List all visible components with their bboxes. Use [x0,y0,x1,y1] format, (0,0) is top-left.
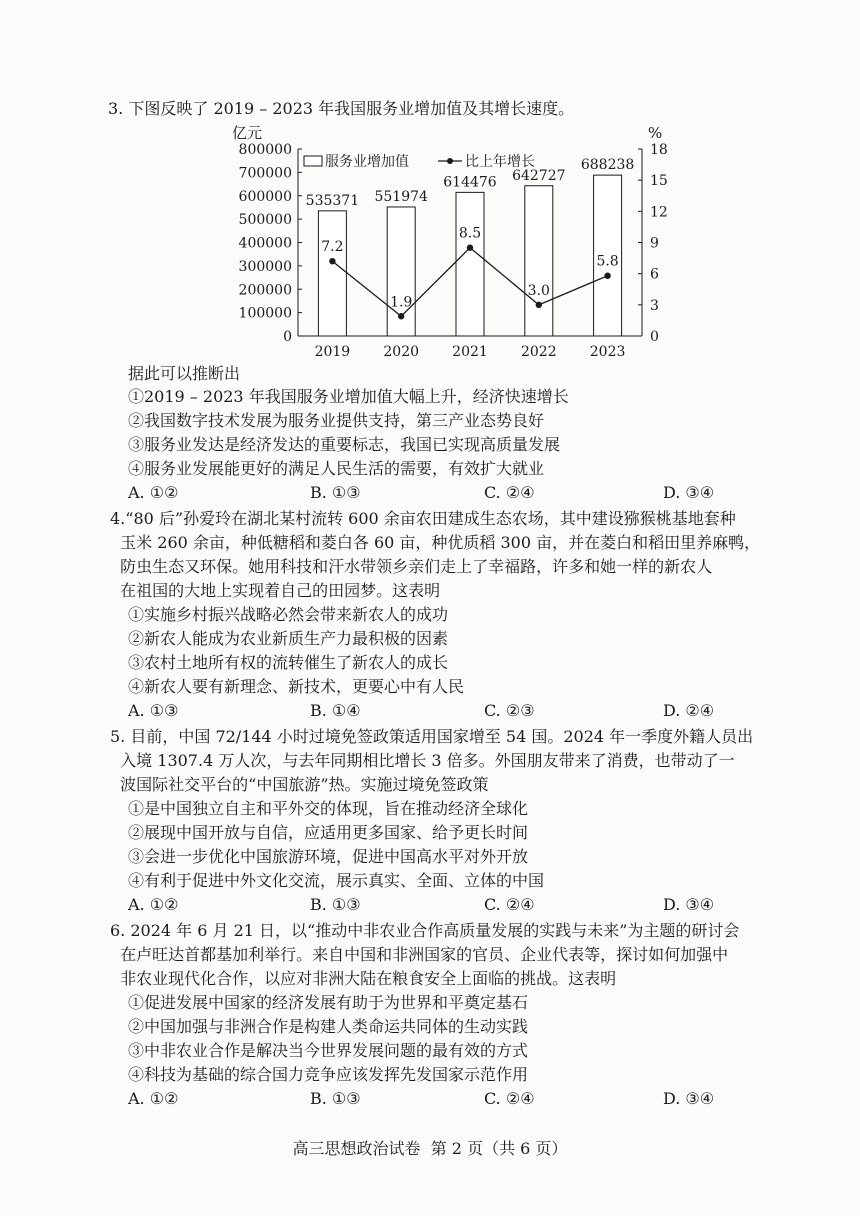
q5-statement: ①是中国独立自主和平外交的体现，旨在推动经济全球化 [128,799,529,818]
right-tick-label: 15 [650,173,668,190]
option-a[interactable]: A. ①② [128,1089,179,1108]
q4-statement: ②新农人能成为农业新质生产力最积极的因素 [128,629,449,648]
left-tick-label: 500000 [238,212,292,229]
right-tick-label: 18 [650,142,668,158]
q4-options [128,700,748,722]
legend-bar-label: 服务业增加值 [325,154,409,170]
growth-point [329,258,335,264]
right-tick-label: 12 [650,204,668,221]
option-b[interactable]: B. ①③ [310,483,361,502]
q3-statement: ①2019 – 2023 年我国服务业增加值大幅上升，经济快速增长 [128,387,569,406]
option-a[interactable]: A. ①② [128,895,179,914]
q6-stem: 在卢旺达首都基加利举行。来自中国和非洲国家的官员、企业代表等，探讨如何加强中 [110,945,729,964]
option-d[interactable]: D. ②④ [663,701,715,720]
left-tick-label: 600000 [238,188,292,205]
q3-stem: 3. 下图反映了 2019 – 2023 年我国服务业增加值及其增长速度。 [108,99,575,118]
q5-statement: ④有利于促进中外文化交流，展示真实、全面、立体的中国 [128,871,545,890]
bar-value-label: 551974 [374,188,428,205]
q5-statement: ③会进一步优化中国旅游环境，促进中国高水平对外开放 [128,847,529,866]
q3-options [128,482,748,504]
left-axis-unit: 亿元 [232,124,263,142]
legend-bar-swatch [304,156,322,166]
chart-svg [230,118,670,366]
right-tick-label: 9 [650,235,659,252]
legend-line-marker [447,158,453,164]
option-d[interactable]: D. ③④ [663,1089,715,1108]
page-footer: 高三思想政治试卷 第 2 页（共 6 页） [292,1139,568,1158]
x-tick-label: 2022 [520,344,557,360]
left-tick-label: 300000 [238,258,292,275]
q6-statement: ④科技为基础的综合国力竞争应该发挥先发国家示范作用 [128,1065,529,1084]
q4-statement: ④新农人要有新理念、新技术，更要心中有人民 [128,677,465,696]
q5-statement: ②展现中国开放与自信，应适用更多国家、给予更长时间 [128,823,529,842]
growth-point [536,302,542,308]
q6-stem: 非农业现代化合作，以应对非洲大陆在粮食安全上面临的挑战。这表明 [110,969,617,988]
q5-stem: 波国际社交平台的“中国旅游”热。实施过境免签政策 [110,775,489,794]
growth-value-label: 1.9 [390,294,413,311]
bar [525,186,553,336]
x-tick-label: 2023 [589,344,626,360]
bar-value-label: 688238 [580,157,635,174]
left-tick-label: 800000 [238,142,292,158]
left-tick-label: 100000 [238,305,292,322]
bar-value-label: 535371 [305,192,360,209]
x-tick-label: 2019 [314,344,351,360]
q4-statement: ③农村土地所有权的流转催生了新农人的成长 [128,653,449,672]
q5-options [128,894,748,916]
bar [456,192,484,336]
option-c[interactable]: C. ②④ [484,1089,535,1108]
left-tick-label: 700000 [238,165,292,182]
option-b[interactable]: B. ①③ [310,895,361,914]
q4-stem: 防虫生态又环保。她用科技和汗水带领乡亲们走上了幸福路，许多和她一样的新农人 [110,557,713,576]
x-tick-label: 2020 [383,344,420,360]
right-tick-label: 0 [650,329,659,345]
q6-options [128,1088,748,1110]
growth-value-label: 8.5 [458,225,482,242]
service-industry-chart [230,118,670,366]
q6-statement: ②中国加强与非洲合作是构建人类命运共同体的生动实践 [128,1017,529,1036]
right-axis-unit: % [648,124,663,142]
option-d[interactable]: D. ③④ [663,483,715,502]
left-tick-label: 200000 [238,282,292,299]
q4-stem: 在祖国的大地上实现着自己的田园梦。这表明 [110,581,441,600]
q4-stem: 玉米 260 余亩，种低糖稻和菱白各 60 亩，种优质稻 300 亩，并在菱白和稻田里养麻鸭， [110,533,761,552]
q4-statement: ①实施乡村振兴战略必然会带来新农人的成功 [128,605,449,624]
growth-value-label: 5.8 [596,253,619,270]
growth-point [398,313,404,319]
option-c[interactable]: C. ②④ [484,895,535,914]
bar-value-label: 642727 [512,167,566,184]
q6-statement: ③中非农业合作是解决当今世界发展问题的最有效的方式 [128,1041,529,1060]
option-c[interactable]: C. ②④ [484,483,535,502]
option-a[interactable]: A. ①② [128,483,179,502]
q3-statement: ②我国数字技术发展为服务业提供支持，第三产业态势良好 [128,411,545,430]
right-tick-label: 3 [650,297,659,314]
q5-stem: 入境 1307.4 万人次，与去年同期相比增长 3 倍多。外国朋友带来了消费，也带动了一 [110,751,735,770]
option-a[interactable]: A. ①③ [128,701,179,720]
growth-value-label: 3.0 [527,282,550,299]
option-c[interactable]: C. ②③ [484,701,535,720]
q6-statement: ①促进发展中国家的经济发展有助于为世界和平奠定基石 [128,993,529,1012]
option-b[interactable]: B. ①④ [310,701,361,720]
growth-point [604,273,610,279]
bar-value-label: 614476 [443,174,497,191]
legend-line-label: 比上年增长 [465,154,535,170]
growth-value-label: 7.2 [321,239,344,256]
q4-stem: 4.“80 后”孙爱玲在湖北某村流转 600 余亩农田建成生态农场，其中建设猕猴桃基地套种 [110,509,736,528]
q3-lead: 据此可以推断出 [128,364,241,383]
bar [318,211,346,336]
q3-statement: ③服务业发达是经济发达的重要标志，我国已实现高质量发展 [128,435,561,454]
x-tick-label: 2021 [452,344,488,360]
right-tick-label: 6 [650,266,659,283]
left-tick-label: 400000 [238,235,292,252]
option-b[interactable]: B. ①③ [310,1089,361,1108]
option-d[interactable]: D. ③④ [663,895,715,914]
q6-stem: 6. 2024 年 6 月 21 日，以“推动中非农业合作高质量发展的实践与未来”为主题的研讨会 [110,921,740,940]
growth-point [467,244,473,250]
q5-stem: 5. 目前，中国 72/144 小时过境免签政策适用国家增至 54 国。2024 年一季度外籍人员出 [110,727,754,746]
q3-statement: ④服务业发展能更好的满足人民生活的需要，有效扩大就业 [128,459,545,478]
left-tick-label: 0 [283,329,292,345]
